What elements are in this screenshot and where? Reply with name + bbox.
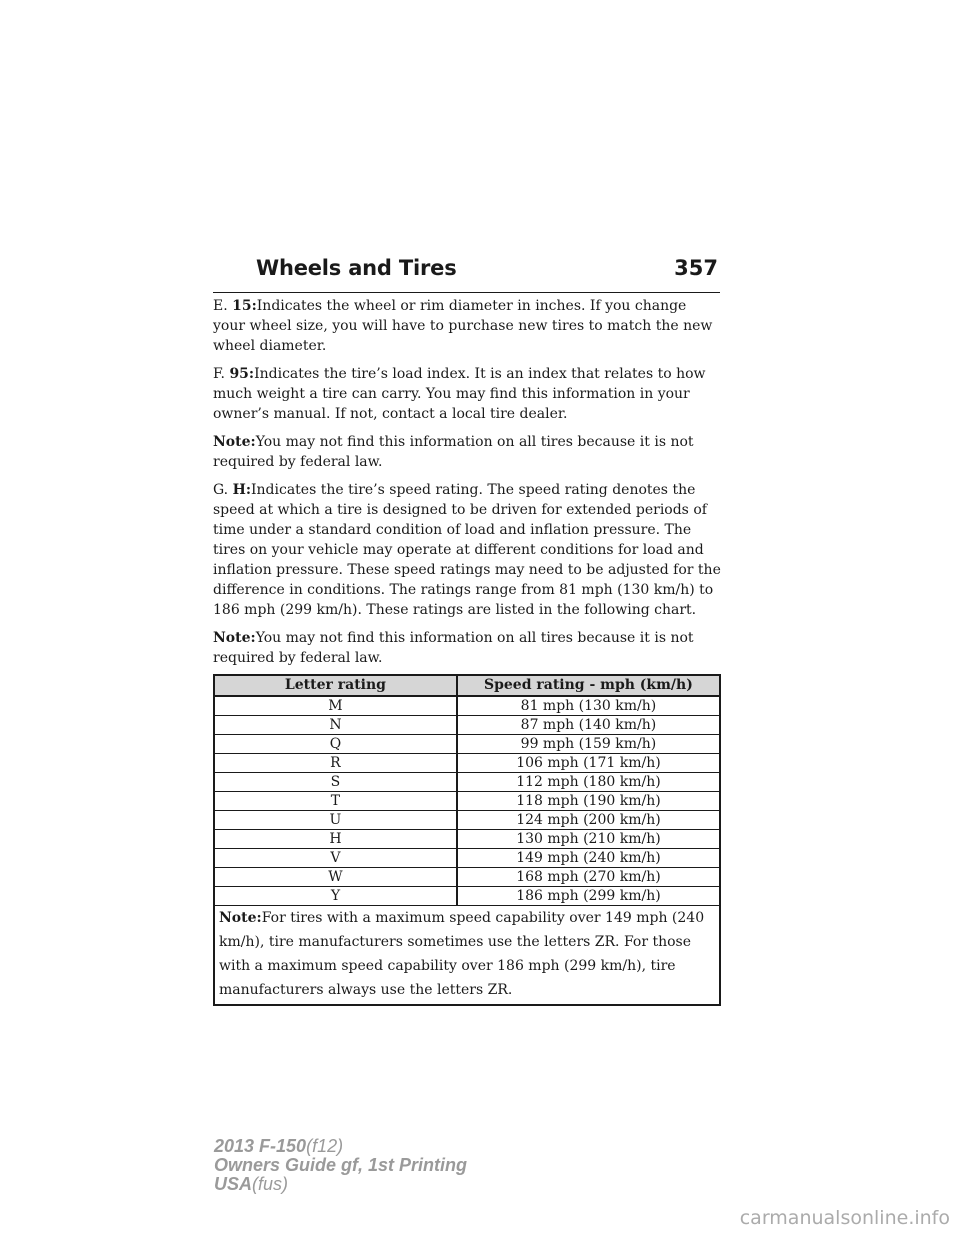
table-row — [214, 868, 720, 887]
note-label: Note: — [213, 630, 256, 646]
speed-cell: 186 mph (299 km/h) — [457, 887, 720, 906]
letter-cell: Y — [214, 887, 457, 906]
speed-cell: 118 mph (190 km/h) — [457, 792, 720, 811]
table-note-row — [214, 906, 720, 1006]
table-row — [214, 792, 720, 811]
footer-model-code: (f12) — [306, 1136, 344, 1156]
letter-cell: R — [214, 754, 457, 773]
item-text: Indicates the wheel or rim diameter in inches. If you change your wheel size, you will have to purchase new tires to match the new wheel diameter. — [213, 298, 713, 354]
paragraph-e — [213, 296, 721, 356]
item-text: Indicates the tire’s load index. It is an index that relates to how much weight a tire can carry. You may find this information in your owner’s manual. If not, contact a local tire dealer. — [213, 366, 706, 422]
letter-cell: U — [214, 811, 457, 830]
letter-cell: T — [214, 792, 457, 811]
letter-cell: M — [214, 696, 457, 716]
paragraph-f — [213, 364, 721, 424]
footer-region-code: (fus) — [252, 1174, 289, 1194]
table-row — [214, 887, 720, 906]
item-term: 15: — [232, 298, 257, 314]
speed-cell: 81 mph (130 km/h) — [457, 696, 720, 716]
item-text: Indicates the tire’s speed rating. The speed rating denotes the speed at which a tire is designed to be driven for extended periods of time under a standard condition of load and inflation pressure. The tires on your vehicle may operate at different conditions for load and inflation pressure. These speed ratings may need to be adjusted for the difference in conditions. The ratings range from 81 mph (130 km/h) to 186 mph (299 km/h). These ratings are listed in the following chart. — [213, 482, 721, 618]
speed-cell: 99 mph (159 km/h) — [457, 735, 720, 754]
footer-line-guide — [214, 1156, 467, 1175]
note-2 — [213, 628, 721, 668]
column-header-speed: Speed rating - mph (km/h) — [457, 675, 720, 696]
letter-cell: W — [214, 868, 457, 887]
table-row — [214, 735, 720, 754]
footer-line-region — [214, 1175, 467, 1194]
letter-cell: S — [214, 773, 457, 792]
speed-cell: 130 mph (210 km/h) — [457, 830, 720, 849]
table-header-row — [214, 675, 720, 696]
item-prefix: E. — [213, 298, 233, 314]
paragraph-g — [213, 480, 721, 620]
speed-cell: 87 mph (140 km/h) — [457, 716, 720, 735]
column-header-letter: Letter rating — [214, 675, 457, 696]
speed-cell: 124 mph (200 km/h) — [457, 811, 720, 830]
table-row — [214, 773, 720, 792]
speed-rating-table — [213, 674, 721, 1006]
speed-cell: 112 mph (180 km/h) — [457, 773, 720, 792]
table-row — [214, 830, 720, 849]
table-row — [214, 849, 720, 868]
item-term: 95: — [229, 366, 255, 382]
footer-region: USA — [214, 1174, 253, 1194]
note-text: You may not find this information on all tires because it is not required by federal law. — [213, 434, 694, 470]
table-row — [214, 754, 720, 773]
item-prefix: G. — [213, 482, 233, 498]
note-label: Note: — [219, 910, 262, 926]
speed-cell: 168 mph (270 km/h) — [457, 868, 720, 887]
page-number: 357 — [674, 256, 718, 280]
footer-model: 2013 F-150 — [214, 1136, 307, 1156]
table-row — [214, 811, 720, 830]
item-term: H: — [232, 482, 251, 498]
table-note — [214, 906, 720, 1006]
note-text: For tires with a maximum speed capability over 149 mph (240 km/h), tire manufacturers sometimes use the letters ZR. For those with a maximum speed capability over 186 mph (299 km/h), tire manufacturers always use the letters ZR. — [219, 910, 705, 998]
page-content — [213, 296, 721, 1006]
section-title: Wheels and Tires — [256, 256, 457, 280]
watermark: carmanualsonline.info — [739, 1207, 950, 1229]
footer-guide: Owners Guide gf, 1st Printing — [214, 1155, 468, 1175]
table-row — [214, 716, 720, 735]
print-footer — [214, 1137, 467, 1194]
item-prefix: F. — [213, 366, 230, 382]
letter-cell: Q — [214, 735, 457, 754]
footer-line-model — [214, 1137, 467, 1156]
note-text: You may not find this information on all tires because it is not required by federal law. — [213, 630, 694, 666]
letter-cell: N — [214, 716, 457, 735]
page-header — [213, 252, 720, 293]
note-1 — [213, 432, 721, 472]
letter-cell: H — [214, 830, 457, 849]
letter-cell: V — [214, 849, 457, 868]
note-label: Note: — [213, 434, 256, 450]
table-row — [214, 696, 720, 716]
speed-cell: 106 mph (171 km/h) — [457, 754, 720, 773]
speed-cell: 149 mph (240 km/h) — [457, 849, 720, 868]
